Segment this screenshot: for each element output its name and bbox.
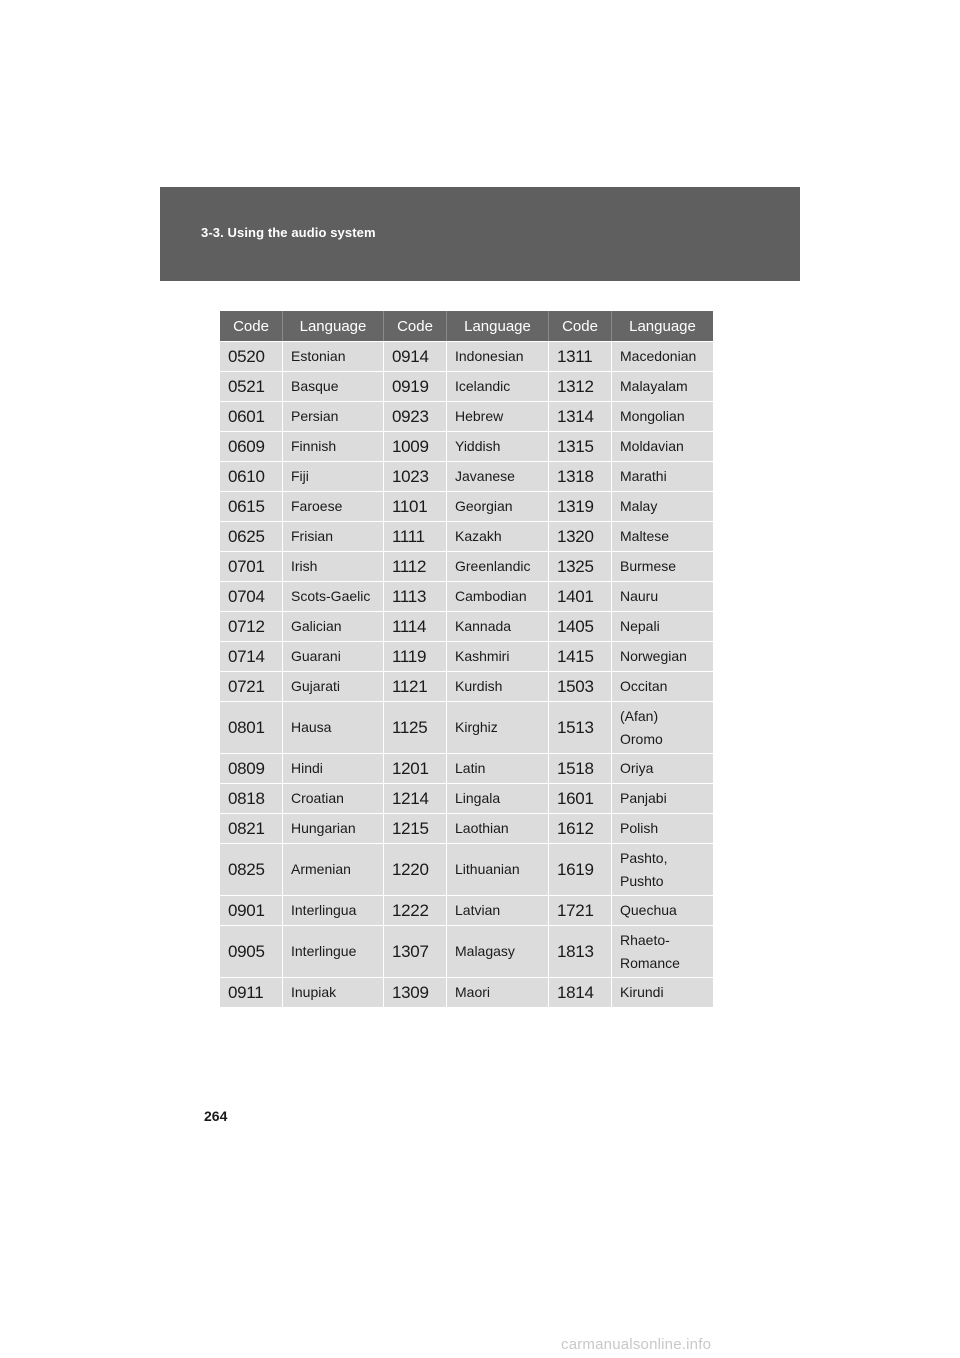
code-cell: 0911 [220, 977, 283, 1007]
section-header-band [160, 187, 800, 281]
language-cell: Croatian [283, 783, 384, 813]
code-cell: 1315 [549, 431, 612, 461]
code-cell: 1114 [384, 611, 447, 641]
column-header-code: Code [220, 311, 283, 341]
language-cell: Quechua [612, 895, 713, 925]
language-cell: Rhaeto- Romance [612, 925, 713, 977]
code-cell: 0609 [220, 431, 283, 461]
code-cell: 1220 [384, 843, 447, 895]
table-row [220, 783, 713, 813]
code-cell: 1721 [549, 895, 612, 925]
language-cell: Frisian [283, 521, 384, 551]
language-cell: Nauru [612, 581, 713, 611]
language-cell: Malagasy [447, 925, 549, 977]
code-cell: 0701 [220, 551, 283, 581]
code-cell: 1222 [384, 895, 447, 925]
language-cell: Hebrew [447, 401, 549, 431]
code-cell: 1319 [549, 491, 612, 521]
language-cell: Moldavian [612, 431, 713, 461]
language-cell: Cambodian [447, 581, 549, 611]
code-cell: 0610 [220, 461, 283, 491]
column-header-code: Code [549, 311, 612, 341]
column-header-language: Language [447, 311, 549, 341]
table-row [220, 431, 713, 461]
code-cell: 1201 [384, 753, 447, 783]
language-cell: Lithuanian [447, 843, 549, 895]
code-cell: 1101 [384, 491, 447, 521]
language-cell: Basque [283, 371, 384, 401]
table-row [220, 491, 713, 521]
language-cell: Interlingua [283, 895, 384, 925]
table-row [220, 843, 713, 895]
code-cell: 0821 [220, 813, 283, 843]
language-cell: Hausa [283, 701, 384, 753]
table-row [220, 581, 713, 611]
language-cell: Laothian [447, 813, 549, 843]
code-cell: 1401 [549, 581, 612, 611]
table-row [220, 895, 713, 925]
table-row [220, 521, 713, 551]
language-cell: Greenlandic [447, 551, 549, 581]
language-cell: Latin [447, 753, 549, 783]
code-cell: 0712 [220, 611, 283, 641]
table-row [220, 611, 713, 641]
code-cell: 1121 [384, 671, 447, 701]
code-cell: 0704 [220, 581, 283, 611]
column-header-code: Code [384, 311, 447, 341]
language-cell: Lingala [447, 783, 549, 813]
language-cell: Kashmiri [447, 641, 549, 671]
code-cell: 0520 [220, 341, 283, 371]
language-cell: Hungarian [283, 813, 384, 843]
language-cell: Nepali [612, 611, 713, 641]
table-row [220, 671, 713, 701]
code-cell: 0809 [220, 753, 283, 783]
table-row [220, 371, 713, 401]
code-cell: 0825 [220, 843, 283, 895]
language-cell: Polish [612, 813, 713, 843]
language-cell: Estonian [283, 341, 384, 371]
code-cell: 1309 [384, 977, 447, 1007]
language-cell: Kurdish [447, 671, 549, 701]
language-cell: Faroese [283, 491, 384, 521]
table-row [220, 701, 713, 753]
language-cell: Maltese [612, 521, 713, 551]
language-cell: Kirghiz [447, 701, 549, 753]
page-number: 264 [204, 1108, 228, 1124]
code-cell: 1111 [384, 521, 447, 551]
code-cell: 1813 [549, 925, 612, 977]
code-cell: 0601 [220, 401, 283, 431]
code-cell: 1023 [384, 461, 447, 491]
table-header-row [220, 311, 713, 341]
code-cell: 1325 [549, 551, 612, 581]
code-cell: 1307 [384, 925, 447, 977]
language-cell: Kirundi [612, 977, 713, 1007]
language-cell: Kazakh [447, 521, 549, 551]
column-header-language: Language [283, 311, 384, 341]
language-cell: Latvian [447, 895, 549, 925]
language-cell: Pashto, Pushto [612, 843, 713, 895]
code-cell: 0905 [220, 925, 283, 977]
code-cell: 0625 [220, 521, 283, 551]
code-cell: 1503 [549, 671, 612, 701]
language-cell: Oriya [612, 753, 713, 783]
watermark: carmanualsonline.info [561, 1336, 712, 1353]
language-cell: Macedonian [612, 341, 713, 371]
code-cell: 1320 [549, 521, 612, 551]
language-code-table [220, 311, 713, 1007]
code-cell: 1119 [384, 641, 447, 671]
language-cell: Mongolian [612, 401, 713, 431]
code-cell: 1312 [549, 371, 612, 401]
code-cell: 1318 [549, 461, 612, 491]
table-row [220, 813, 713, 843]
table-row [220, 925, 713, 977]
language-cell: Malay [612, 491, 713, 521]
table-row [220, 551, 713, 581]
language-cell: Irish [283, 551, 384, 581]
code-cell: 0521 [220, 371, 283, 401]
language-cell: Yiddish [447, 431, 549, 461]
code-cell: 1113 [384, 581, 447, 611]
table-row [220, 641, 713, 671]
language-cell: Gujarati [283, 671, 384, 701]
table-row [220, 977, 713, 1007]
language-cell: Inupiak [283, 977, 384, 1007]
language-cell: Icelandic [447, 371, 549, 401]
language-cell: Scots-Gaelic [283, 581, 384, 611]
code-cell: 0901 [220, 895, 283, 925]
code-cell: 1009 [384, 431, 447, 461]
table-row [220, 753, 713, 783]
language-cell: Armenian [283, 843, 384, 895]
code-cell: 0721 [220, 671, 283, 701]
language-cell: Maori [447, 977, 549, 1007]
code-cell: 0818 [220, 783, 283, 813]
language-cell: Marathi [612, 461, 713, 491]
code-cell: 1612 [549, 813, 612, 843]
language-cell: Burmese [612, 551, 713, 581]
language-cell: Occitan [612, 671, 713, 701]
language-cell: Finnish [283, 431, 384, 461]
language-cell: Panjabi [612, 783, 713, 813]
language-cell: Georgian [447, 491, 549, 521]
code-cell: 1601 [549, 783, 612, 813]
language-cell: Indonesian [447, 341, 549, 371]
code-cell: 1314 [549, 401, 612, 431]
code-cell: 1415 [549, 641, 612, 671]
language-cell: Hindi [283, 753, 384, 783]
code-cell: 1214 [384, 783, 447, 813]
code-cell: 1112 [384, 551, 447, 581]
code-cell: 0615 [220, 491, 283, 521]
section-title: 3-3. Using the audio system [201, 225, 376, 240]
code-cell: 0923 [384, 401, 447, 431]
language-cell: (Afan) Oromo [612, 701, 713, 753]
language-cell: Guarani [283, 641, 384, 671]
language-cell: Javanese [447, 461, 549, 491]
code-cell: 0801 [220, 701, 283, 753]
code-cell: 0714 [220, 641, 283, 671]
code-cell: 1311 [549, 341, 612, 371]
language-cell: Persian [283, 401, 384, 431]
table-row [220, 401, 713, 431]
code-cell: 1619 [549, 843, 612, 895]
code-cell: 0919 [384, 371, 447, 401]
code-cell: 0914 [384, 341, 447, 371]
code-cell: 1125 [384, 701, 447, 753]
language-cell: Norwegian [612, 641, 713, 671]
language-cell: Malayalam [612, 371, 713, 401]
table-row [220, 341, 713, 371]
language-cell: Kannada [447, 611, 549, 641]
language-cell: Fiji [283, 461, 384, 491]
code-cell: 1215 [384, 813, 447, 843]
language-cell: Galician [283, 611, 384, 641]
code-cell: 1518 [549, 753, 612, 783]
code-cell: 1814 [549, 977, 612, 1007]
table-row [220, 461, 713, 491]
code-cell: 1405 [549, 611, 612, 641]
column-header-language: Language [612, 311, 713, 341]
code-cell: 1513 [549, 701, 612, 753]
language-cell: Interlingue [283, 925, 384, 977]
